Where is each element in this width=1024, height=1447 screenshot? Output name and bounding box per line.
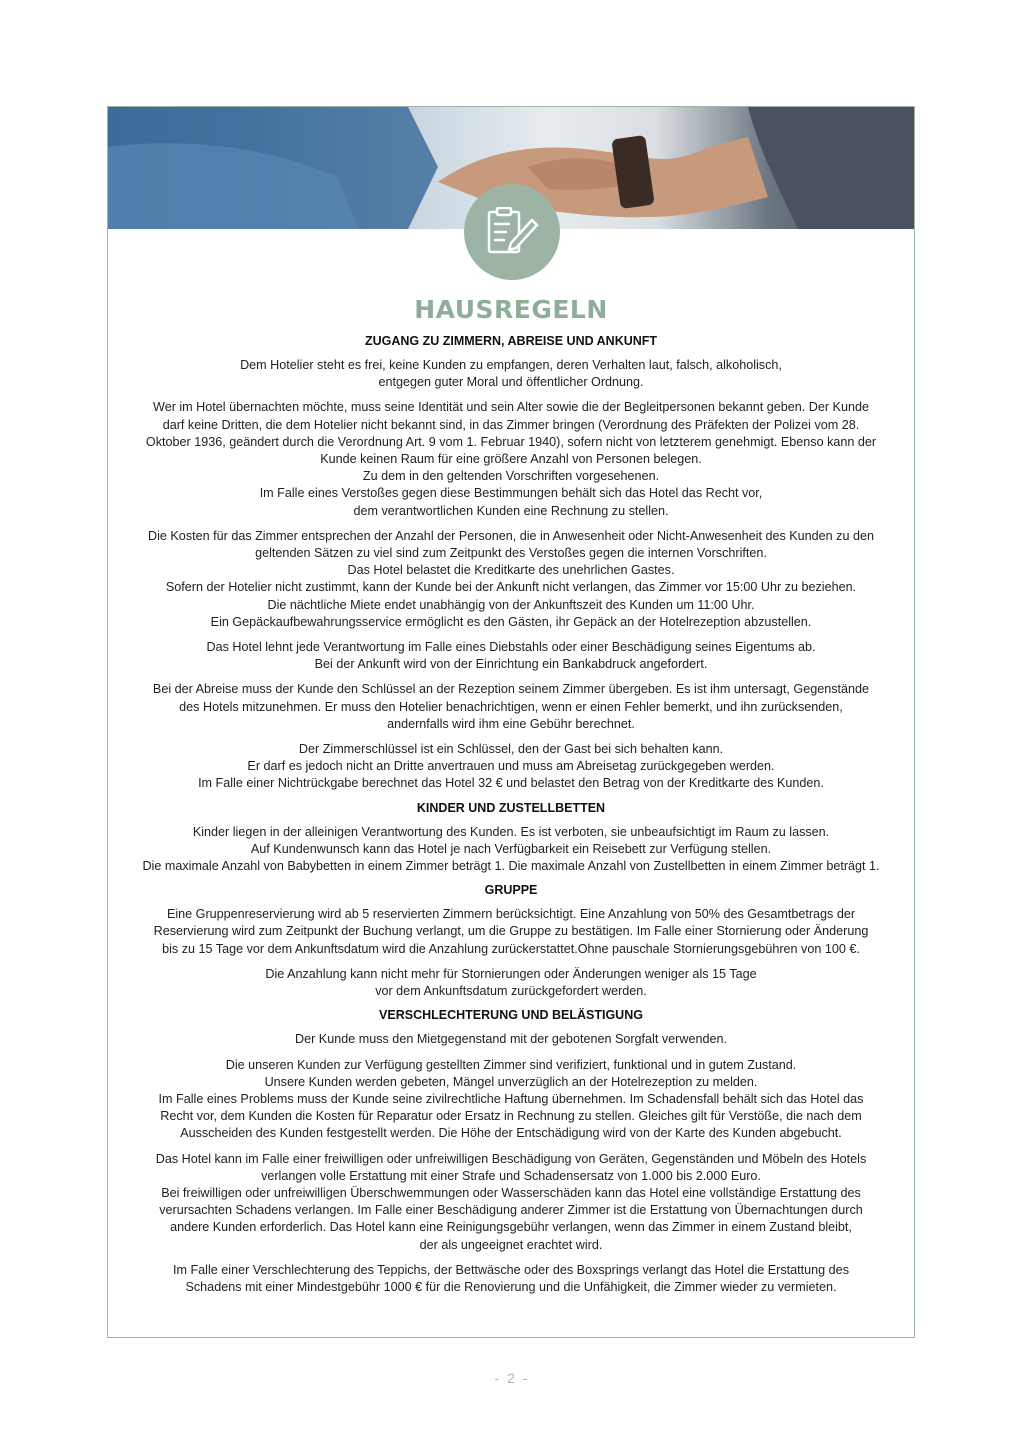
rule-line: andernfalls wird ihm eine Gebühr berechnet. [387,716,635,731]
rule-line: des Hotels mitzunehmen. Er muss den Hotelier benachrichtigen, wenn er einen Fehler bemerkt, und ihn zurücksenden, [179,699,843,714]
rule-line: vor dem Ankunftsdatum zurückgefordert werden. [375,984,647,999]
rule-line: darf keine Dritten, die dem Hotelier nicht bekannt sind, in das Zimmer bringen (Verordnung des Präfekten der Polizei vom 28. [162,417,860,432]
rule-line: Auf Kundenwunsch kann das Hotel je nach Verfügbarkeit ein Reisebett zur Verfügung stellen. [250,841,772,856]
rule-line: Zu dem in den geltenden Vorschriften vorgesehenen. [362,469,660,484]
rule-line: Reservierung wird zum Zeitpunkt der Buchung verlangt, um die Gruppe zu bestätigen. Im Falle einer Stornierung oder Änderung [153,924,869,939]
rule-paragraph [126,1151,896,1254]
rule-line: Eine Gruppenreservierung wird ab 5 reservierten Zimmern berücksichtigt. Eine Anzahlung von 50% des Gesamtbetrags der [166,907,856,922]
rule-line: bis zu 15 Tage vor dem Ankunftsdatum wird die Anzahlung zurückerstattet.Ohne pauschale Stornierungsgebühren von 100 €. [162,941,860,956]
rule-paragraph [126,681,896,733]
section-heading: GRUPPE [484,883,538,898]
rule-line: andere Kunden erforderlich. Das Hotel kann eine Reinigungsgebühr verlangen, wenn das Zimmer in einem Zustand bleibt, [170,1220,852,1235]
rule-line: Im Falle einer Verschlechterung des Teppichs, der Bettwäsche oder des Boxsprings verlangt das Hotel die Erstattung des [172,1262,849,1277]
rule-line: Schadens mit einer Mindestgebühr 1000 € für die Renovierung und die Unfähigkeit, die Zimmer wieder zu vermieten. [185,1279,837,1294]
page-number: - 2 - [494,1370,530,1386]
rule-line: Recht vor, dem Kunden die Kosten für Reparatur oder Ersatz in Rechnung zu stellen. Gleiches gilt für Verstöße, die nach dem [160,1109,862,1124]
rule-line: Bei freiwilligen oder unfreiwilligen Überschwemmungen oder Wasserschäden kann das Hotel eine vollständige Erstattung des [161,1185,861,1200]
rule-line: Der Kunde muss den Mietgegenstand mit der gebotenen Sorgfalt verwenden. [295,1032,727,1047]
section-heading: VERSCHLECHTERUNG UND BELÄSTIGUNG [379,1008,643,1023]
rule-line: Die maximale Anzahl von Babybetten in einem Zimmer beträgt 1. Die maximale Anzahl von Zustellbetten in einem Zimmer beträgt 1. [142,859,880,874]
rule-line: Ausscheiden des Kunden festgestellt werden. Die Höhe der Entschädigung wird von der Karte des Kunden abgebucht. [180,1126,842,1141]
rule-line: Die Kosten für das Zimmer entsprechen der Anzahl der Personen, die in Anwesenheit oder Nicht-Anwesenheit des Kunden zu den [148,528,874,543]
rule-line: Das Hotel belastet die Kreditkarte des unehrlichen Gastes. [347,563,675,578]
rule-paragraph [126,906,896,958]
sections-container [126,334,896,1296]
rule-line: Wer im Hotel übernachten möchte, muss seine Identität und sein Alter sowie die der Begleitpersonen bekannt geben. Der Kunde [153,400,869,415]
rule-line: der als ungeeignet erachtet wird. [419,1237,603,1252]
rule-line: Unsere Kunden werden gebeten, Mängel unverzüglich an der Hotelrezeption zu melden. [264,1074,758,1089]
rule-line: dem verantwortlichen Kunden eine Rechnung zu stellen. [353,503,669,518]
rule-paragraph [126,639,896,673]
rule-line: Ein Gepäckaufbewahrungsservice ermöglicht es den Gästen, ihr Gepäck an der Hotelrezeption abzustellen. [210,614,812,629]
rule-line: Die unseren Kunden zur Verfügung gestellten Zimmer sind verifiziert, funktional und in gutem Zustand. [225,1057,797,1072]
rule-paragraph [126,1057,896,1143]
rule-line: verursachten Schadens verlangen. Im Falle einer Beschädigung anderer Zimmer ist die Erstattung von Übernachtungen durch [159,1203,863,1218]
rule-line: Das Hotel kann im Falle einer freiwilligen oder unfreiwilligen Beschädigung von Geräten, Gegenständen und Möbeln des Hotels [155,1151,867,1166]
rule-paragraph [126,824,896,876]
rule-line: Kinder liegen in der alleinigen Verantwortung des Kunden. Es ist verboten, sie unbeaufsichtigt im Raum zu lassen. [192,824,830,839]
rule-paragraph [126,1031,896,1048]
rule-paragraph [126,1262,896,1296]
rule-line: Er darf es jedoch nicht an Dritte anvertrauen und muss am Abreisetag zurückgegeben werden. [247,759,775,774]
rule-line: Die nächtliche Miete endet unabhängig von der Ankunftszeit des Kunden um 11:00 Uhr. [267,597,755,612]
rule-line: Im Falle eines Verstoßes gegen diese Bestimmungen behält sich das Hotel das Recht vor, [259,486,763,501]
document-edit-icon [464,184,560,280]
rules-content [126,295,896,1304]
rule-paragraph [126,399,896,519]
rules-card [107,106,915,1338]
section-heading: ZUGANG ZU ZIMMERN, ABREISE UND ANKUNFT [364,334,658,348]
rule-line: Das Hotel lehnt jede Verantwortung im Falle eines Diebstahls oder einer Beschädigung seines Eigentums ab. [206,640,816,655]
rule-line: Der Zimmerschlüssel ist ein Schlüssel, den der Gast bei sich behalten kann. [298,742,724,757]
rule-line: Bei der Abreise muss der Kunde den Schlüssel an der Rezeption seinem Zimmer übergeben. Es ist ihm untersagt, Gegenstände [152,682,870,697]
rule-line: verlangen volle Erstattung mit einer Strafe und Schadensersatz von 1.000 bis 2.000 Euro. [261,1168,761,1183]
rule-line: Kunde keinen Raum für eine größere Anzahl von Personen belegen. [320,452,702,467]
rule-paragraph [126,741,896,793]
rule-line: Bei der Ankunft wird von der Einrichtung ein Bankabdruck angefordert. [314,657,708,672]
rule-line: geltenden Sätzen zu viel sind zum Zeitpunkt des Verstoßes gegen die internen Vorschriften. [255,546,767,561]
rule-line: Im Falle einer Nichtrückgabe berechnet das Hotel 32 € und belastet den Betrag von der Kreditkarte des Kunden. [198,776,824,791]
rule-line: Im Falle eines Problems muss der Kunde seine zivilrechtliche Haftung übernehmen. Im Schadensfall behält sich das Hotel das [158,1091,864,1106]
rule-line: Die Anzahlung kann nicht mehr für Stornierungen oder Änderungen weniger als 15 Tage [265,966,757,981]
rule-paragraph [126,357,896,391]
page-title: HAUSREGELN [414,295,608,324]
rule-paragraph [126,966,896,1000]
section-heading: KINDER UND ZUSTELLBETTEN [416,800,606,815]
rule-line: Oktober 1936, geändert durch die Verordnung Art. 9 vom 1. Februar 1940), sofern nicht von letzterem genehmigt. Ebenso kann der [145,434,877,449]
rule-line: Sofern der Hotelier nicht zustimmt, kann der Kunde bei der Ankunft nicht verlangen, das Zimmer vor 15:00 Uhr zu beziehen. [165,580,857,595]
rule-line: Dem Hotelier steht es frei, keine Kunden zu empfangen, deren Verhalten laut, falsch, alkoholisch, [240,358,782,372]
rule-line: entgegen guter Moral und öffentlicher Ordnung. [378,375,644,390]
rule-paragraph [126,528,896,631]
